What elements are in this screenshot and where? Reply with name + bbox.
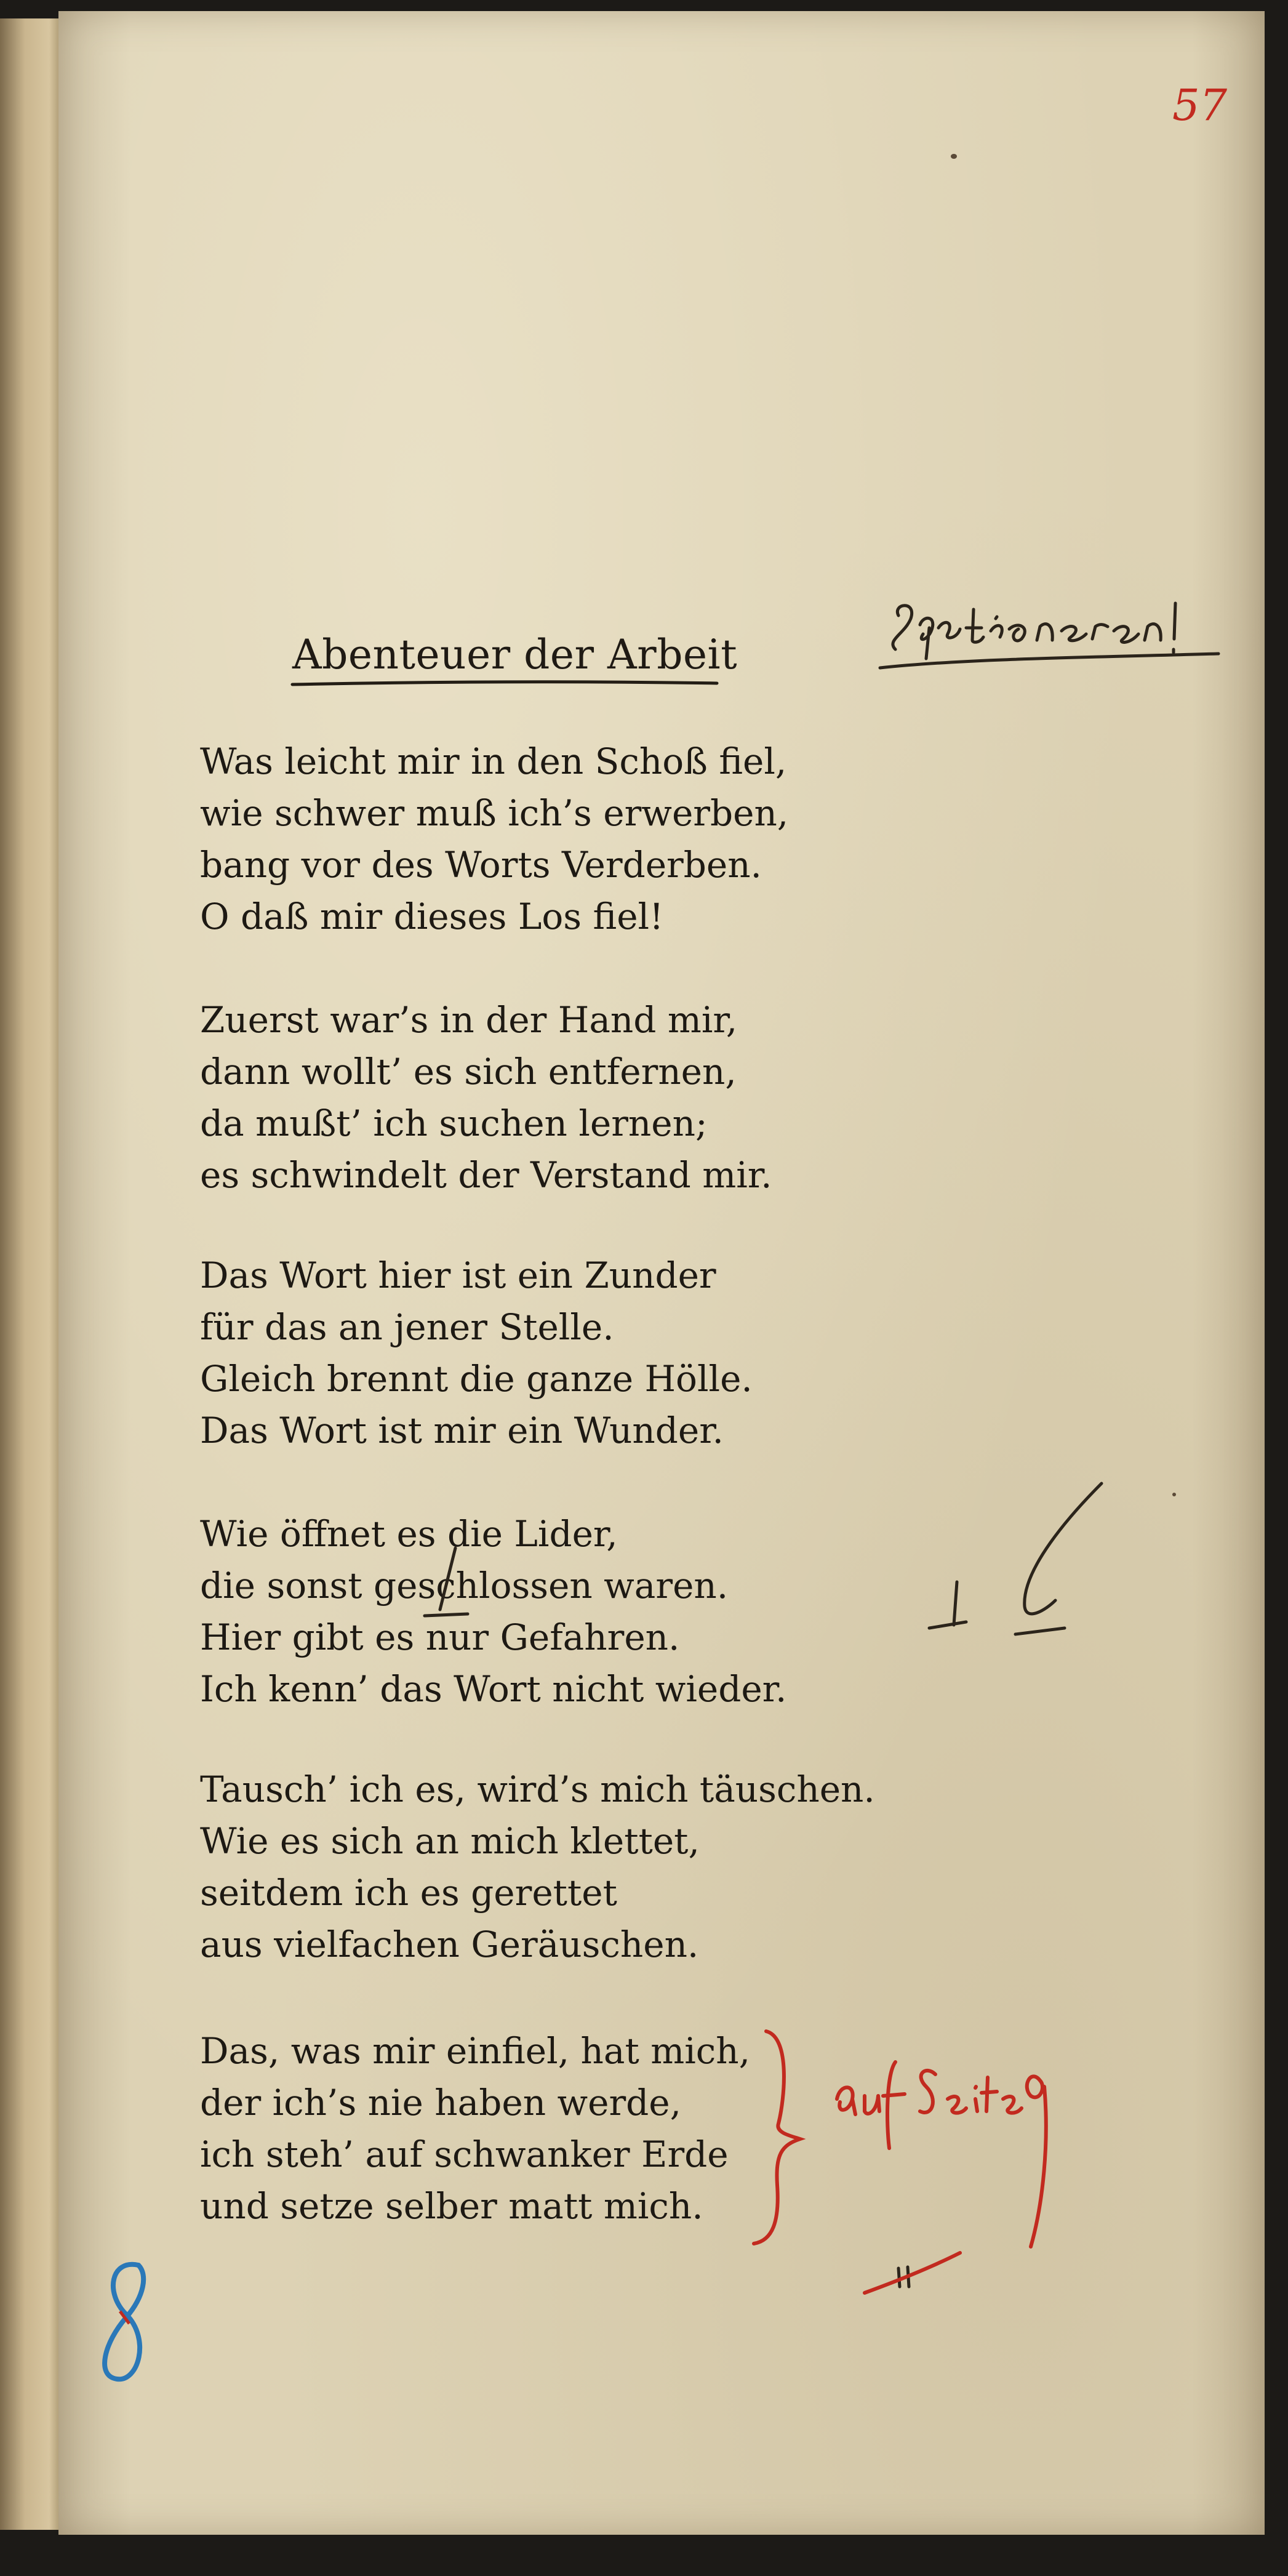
title-underline bbox=[289, 677, 720, 691]
stanza-4 bbox=[200, 1508, 908, 1715]
stanza-2 bbox=[200, 994, 908, 1201]
paper-speck bbox=[1172, 1493, 1176, 1496]
verse-line: ich steh’ auf schwanker Erde bbox=[200, 2133, 729, 2175]
blue-pencil-mark bbox=[92, 2256, 160, 2391]
red-brace bbox=[748, 2025, 815, 2253]
verse-line: Hier gibt es nur Gefahren. bbox=[200, 1616, 680, 1658]
verse-line: dann wollt’ es sich entfernen, bbox=[200, 1051, 737, 1093]
verse-line: O daß mir dieses Los fiel! bbox=[200, 896, 664, 937]
stanza-1 bbox=[200, 736, 908, 942]
verse-line: es schwindelt der Verstand mir. bbox=[200, 1154, 772, 1196]
insertion-mark bbox=[418, 1545, 474, 1625]
previous-page-edge bbox=[0, 18, 63, 2530]
paper-speck bbox=[951, 154, 957, 159]
verse-line: Wie öffnet es die Lider, bbox=[200, 1513, 618, 1555]
verse-line: Gleich brennt die ganze Hölle. bbox=[200, 1358, 753, 1400]
verse-line: für das an jener Stelle. bbox=[200, 1306, 614, 1348]
verse-line: da mußt’ ich suchen lernen; bbox=[200, 1102, 708, 1144]
red-annotation-auf-seite bbox=[828, 2050, 1086, 2259]
verse-line: Was leicht mir in den Schoß fiel, bbox=[200, 740, 787, 782]
verse-line: Zuerst war’s in der Hand mir, bbox=[200, 999, 738, 1041]
poem-title: Abenteuer der Arbeit bbox=[292, 631, 738, 678]
stanza-5 bbox=[200, 1763, 908, 1970]
verse-line: Das Wort hier ist ein Zunder bbox=[200, 1254, 716, 1296]
verse-line: Ich kenn’ das Wort nicht wieder. bbox=[200, 1668, 787, 1710]
crossed-out-number bbox=[862, 2250, 966, 2299]
verse-line: Das, was mir einfiel, hat mich, bbox=[200, 2030, 751, 2072]
verse-line: bang vor des Worts Verderben. bbox=[200, 844, 762, 886]
stanza-3 bbox=[200, 1250, 908, 1456]
verse-line: und setze selber matt mich. bbox=[200, 2185, 703, 2227]
verse-line: der ich’s nie haben werde, bbox=[200, 2082, 682, 2124]
verse-line: aus vielfachen Geräuschen. bbox=[200, 1924, 699, 1965]
proofreading-mark bbox=[923, 1477, 1120, 1650]
page-number: 57 bbox=[1172, 80, 1228, 130]
verse-line: Das Wort ist mir ein Wunder. bbox=[200, 1410, 724, 1451]
handwritten-spacing-note bbox=[874, 591, 1268, 683]
verse-line: Wie es sich an mich klettet, bbox=[200, 1820, 700, 1862]
verse-line: die sonst geschlossen waren. bbox=[200, 1565, 729, 1607]
verse-line: wie schwer muß ich’s erwerben, bbox=[200, 792, 789, 834]
verse-line: seitdem ich es gerettet bbox=[200, 1872, 617, 1914]
verse-line: Tausch’ ich es, wird’s mich täuschen. bbox=[200, 1768, 875, 1810]
